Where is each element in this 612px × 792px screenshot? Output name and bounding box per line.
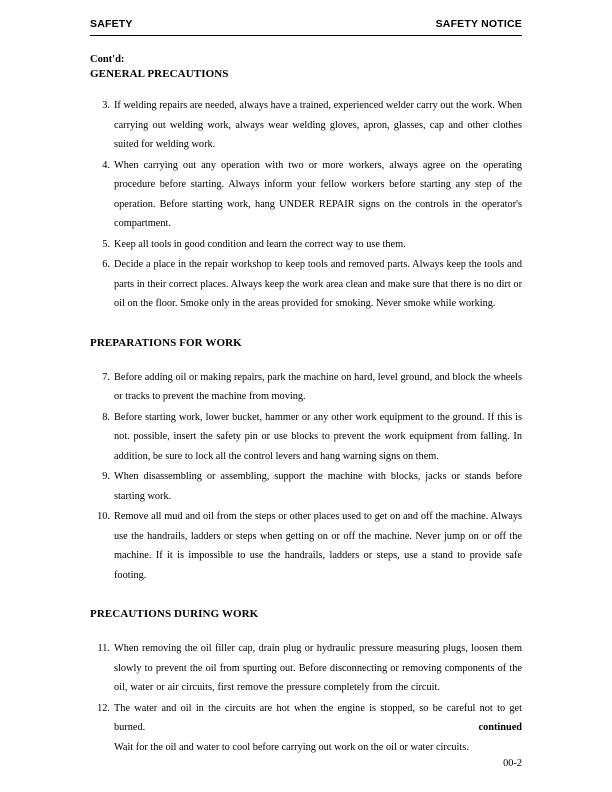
list-item-continuation-text: Wait for the oil and water to cool before carrying out work on the oil or water circuits. (114, 741, 469, 753)
list-item-text: Remove all mud and oil from the steps or other places used to get on and off the machine. Always use the handrails, ladders or steps when getting on or off the machine. Never jump on or off the machine. If it is impossible to use the handrails, ladders or steps, use a stand to provide safe footing. (114, 511, 522, 581)
list-item-number: 8. (102, 411, 110, 423)
header-left-title: SAFETY (90, 18, 133, 30)
list-item (90, 408, 522, 467)
page-number: 00-2 (503, 758, 522, 769)
section-heading-general-precautions: GENERAL PRECAUTIONS (90, 68, 229, 80)
list-item-text: Before adding oil or making repairs, park the machine on hard, level ground, and block the wheels or tracks to prevent the machine from moving. (114, 371, 522, 402)
list-item-number: 6. (102, 259, 110, 270)
list-item (90, 96, 522, 155)
header-right-title: SAFETY NOTICE (435, 18, 522, 30)
list-item-text: The water and oil in the circuits are hot when the engine is stopped, so be careful not to get burned. (114, 702, 522, 733)
section-heading-precautions-during-work: PRECAUTIONS DURING WORK (90, 608, 259, 620)
list-item (90, 255, 522, 314)
list-item-text: Before starting work, lower bucket, hammer or any other work equipment to the ground. If this is not. possible, insert the safety pin or use blocks to prevent the work equipment from falling. In addition, be sure to lock all the control levers and hang warning signs on them. (114, 411, 522, 462)
list-item (90, 235, 522, 255)
list-item-number: 12. (97, 702, 110, 714)
header-divider-rule (90, 35, 522, 36)
list-item-text: If welding repairs are needed, always have a trained, experienced welder carry out the work. When carrying out welding work, always wear welding gloves, apron, glasses, cap and other clothes suited for welding work. (114, 100, 522, 150)
list-item (90, 467, 522, 506)
list-item-number: 9. (102, 471, 110, 482)
list-item (90, 507, 522, 585)
list-item-number: 7. (102, 371, 110, 383)
list-item-text: Decide a place in the repair workshop to keep tools and removed parts. Always keep the tools and parts in their correct places. Always keep the work area clean and make sure that there is no dirt or oil on the floor. Smoke only in the areas provided for smoking. Never smoke while working. (114, 259, 522, 309)
list-item-number: 5. (102, 238, 110, 250)
list-item-number: 4. (102, 159, 110, 171)
precautions-during-work-list (90, 639, 522, 757)
list-item-text: When removing the oil filler cap, drain plug or hydraulic pressure measuring plugs, loosen them slowly to prevent the oil from spurting out. Before disconnecting or removing components of the oil, water or air circuits, first remove the pressure completely from the circuit. (114, 643, 522, 693)
list-item-text: Keep all tools in good condition and learn the correct way to use them. (114, 238, 406, 250)
list-item-number: 10. (97, 511, 110, 522)
list-item (90, 639, 522, 698)
page-body (90, 52, 522, 758)
list-item-text: When disassembling or assembling, support the machine with blocks, jacks or stands before starting work. (114, 471, 522, 502)
continued-label: Cont'd: (90, 54, 125, 65)
general-precautions-list (90, 96, 522, 314)
preparations-for-work-list (90, 368, 522, 586)
list-item (90, 368, 522, 407)
section-heading-preparations-for-work: PREPARATIONS FOR WORK (90, 336, 242, 349)
continued-footer-label: continued (478, 722, 522, 733)
list-item-number: 3. (102, 100, 110, 111)
list-item (90, 156, 522, 234)
running-header (90, 18, 522, 30)
list-item-text: When carrying out any operation with two or more workers, always agree on the operating procedure before starting. Always inform your fellow workers before starting any step of the operation. Before starting work, hang UNDER REPAIR signs on the controls in the operator's compartment. (114, 159, 522, 229)
list-item-number: 11. (97, 643, 110, 654)
